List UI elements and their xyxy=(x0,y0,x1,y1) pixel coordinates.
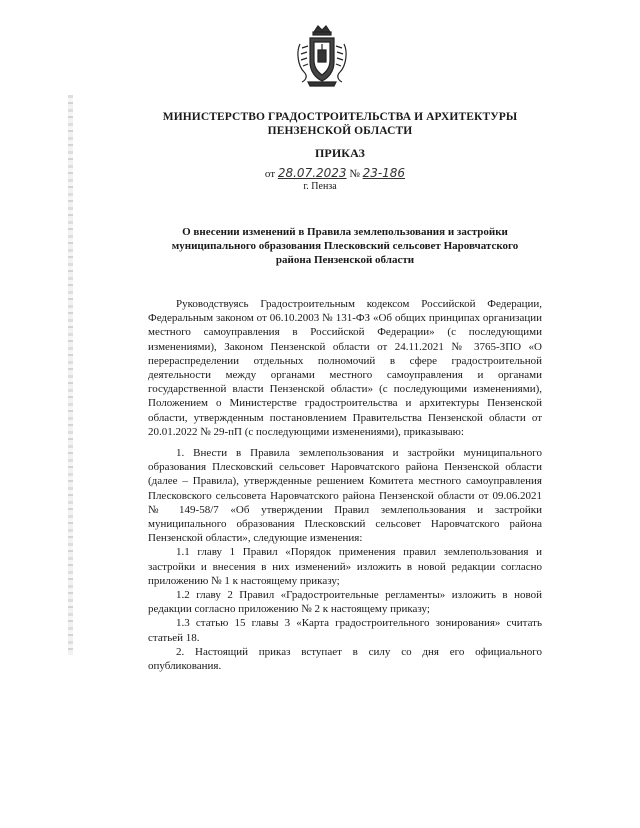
from-label: от xyxy=(264,168,276,180)
ministry-name: МИНИСТЕРСТВО ГРАДОСТРОИТЕЛЬСТВА И АРХИТЕКТУРЫ ПЕНЗЕНСКОЙ ОБЛАСТИ xyxy=(162,111,518,137)
order-date: 28.07.2023 xyxy=(277,166,347,180)
order-number: 23-186 xyxy=(362,166,406,180)
clauses-section xyxy=(148,446,542,673)
scan-edge-artifact xyxy=(68,95,73,655)
preamble-paragraph: Руководствуясь Градостроительным кодексом Российской Федерации, Федеральным законом от 06.10.2003 № 131-ФЗ «Об общих принципах организации местного самоуправления в Российской Федерации» (с последующими изменениями), Законом Пензенской области от 24.11.2021 № 3765-ЗПО «О перераспределении отдельных полномочий в сфере градостроительной деятельности между органами местного самоуправления и органами государственной власти Пензенской области» (с последующими изменениями), Положением о Министерстве градостроительства и архитектуры Пензенской области, утвержденным постановлением Правительства Пензенской области от 20.01.2022 № 29-пП (с последующими изменениями), приказываю: xyxy=(148,298,542,438)
order-date-number xyxy=(215,166,455,181)
coat-of-arms-emblem xyxy=(294,22,350,88)
order-subject: О внесении изменений в Правила землепользования и застройки муниципального образования Плесковский сельсовет Наровчатского района Пензенской области xyxy=(171,226,519,266)
number-label: № xyxy=(349,168,360,180)
clause-1-3: 1.3 статью 15 главы 3 «Карта градостроительного зонирования» считать статьей 18. xyxy=(148,617,542,644)
preamble-section xyxy=(148,297,542,439)
clause-1: 1. Внести в Правила землепользования и застройки муниципального образования Плесковский сельсовет Наровчатского района Пензенской области (далее – Правила), утвержденные решением Комитета местного самоуправления Плесковского сельсовета Наровчатского района Пензенской области от 09.06.2021 № 149-58/7 «Об утверждении Правил землепользования и застройки муниципального образования Плесковский сельсовет Наровчатского района Пензенской области», следующие изменения: xyxy=(148,447,542,545)
clause-2: 2. Настоящий приказ вступает в силу со дня его официального опубликования. xyxy=(148,645,542,673)
clause-1-1: 1.1 главу 1 Правил «Порядок применения правил землепользования и застройки и внесения в них изменений» изложить в новой редакции согласно приложению № 1 к настоящему приказу; xyxy=(148,546,542,587)
city: г. Пенза xyxy=(303,181,337,192)
order-title: ПРИКАЗ xyxy=(314,146,365,160)
clause-1-2: 1.2 главу 2 Правил «Градостроительные регламенты» изложить в новой редакции согласно приложению № 2 к настоящему приказу; xyxy=(148,589,542,616)
